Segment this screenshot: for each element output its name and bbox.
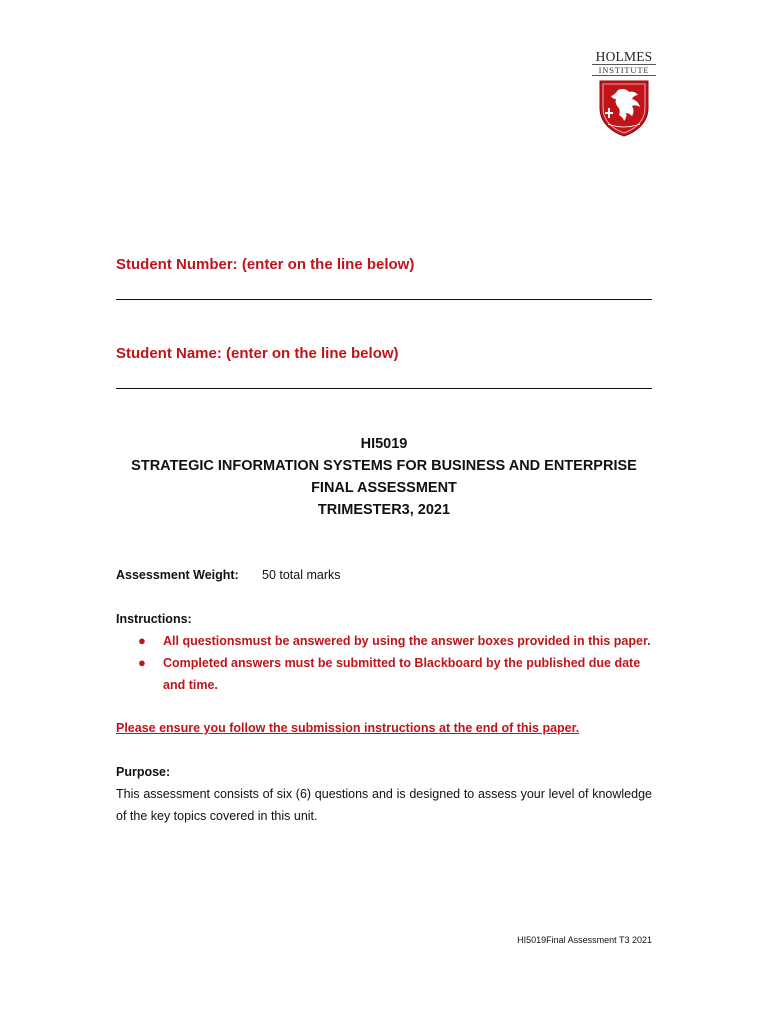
student-name-label: Student Name: (enter on the line below) <box>116 345 399 362</box>
instructions-heading: Instructions: <box>116 612 192 626</box>
assessment-weight-label: Assessment Weight: <box>116 568 239 582</box>
griffin-shield-icon <box>596 78 652 138</box>
logo-name: HOLMES <box>592 50 656 65</box>
instruction-text: Completed answers must be submitted to Blackboard by the published due date and time. <box>163 656 641 692</box>
holmes-institute-logo <box>592 50 656 138</box>
submission-notice: Please ensure you follow the submission instructions at the end of this paper. <box>116 721 580 735</box>
student-name-line[interactable] <box>116 388 652 389</box>
page-footer: HI5019Final Assessment T3 2021 <box>517 935 652 945</box>
purpose-heading: Purpose: <box>116 765 171 779</box>
logo-subname: INSTITUTE <box>592 65 656 76</box>
list-item <box>116 652 652 696</box>
assessment-title-block <box>116 433 652 521</box>
list-item <box>116 630 652 652</box>
instructions-list <box>116 630 652 696</box>
assessment-weight-row <box>116 564 652 586</box>
assessment-type: FINAL ASSESSMENT <box>311 480 457 496</box>
bullet-icon: ● <box>138 655 146 670</box>
instruction-text: All questionsmust be answered by using the answer boxes provided in this paper. <box>163 634 651 648</box>
unit-title: STRATEGIC INFORMATION SYSTEMS FOR BUSINESS AND ENTERPRISE <box>131 458 637 474</box>
student-number-label: Student Number: (enter on the line below) <box>116 256 415 273</box>
trimester: TRIMESTER3, 2021 <box>317 502 451 518</box>
unit-code: HI5019 <box>360 436 408 452</box>
assessment-weight-value: 50 total marks <box>262 568 341 582</box>
student-number-line[interactable] <box>116 299 652 300</box>
purpose-text: This assessment consists of six (6) questions and is designed to assess your level of knowledge of the key topics covered in this unit. <box>116 787 652 823</box>
bullet-icon: ● <box>138 633 146 648</box>
